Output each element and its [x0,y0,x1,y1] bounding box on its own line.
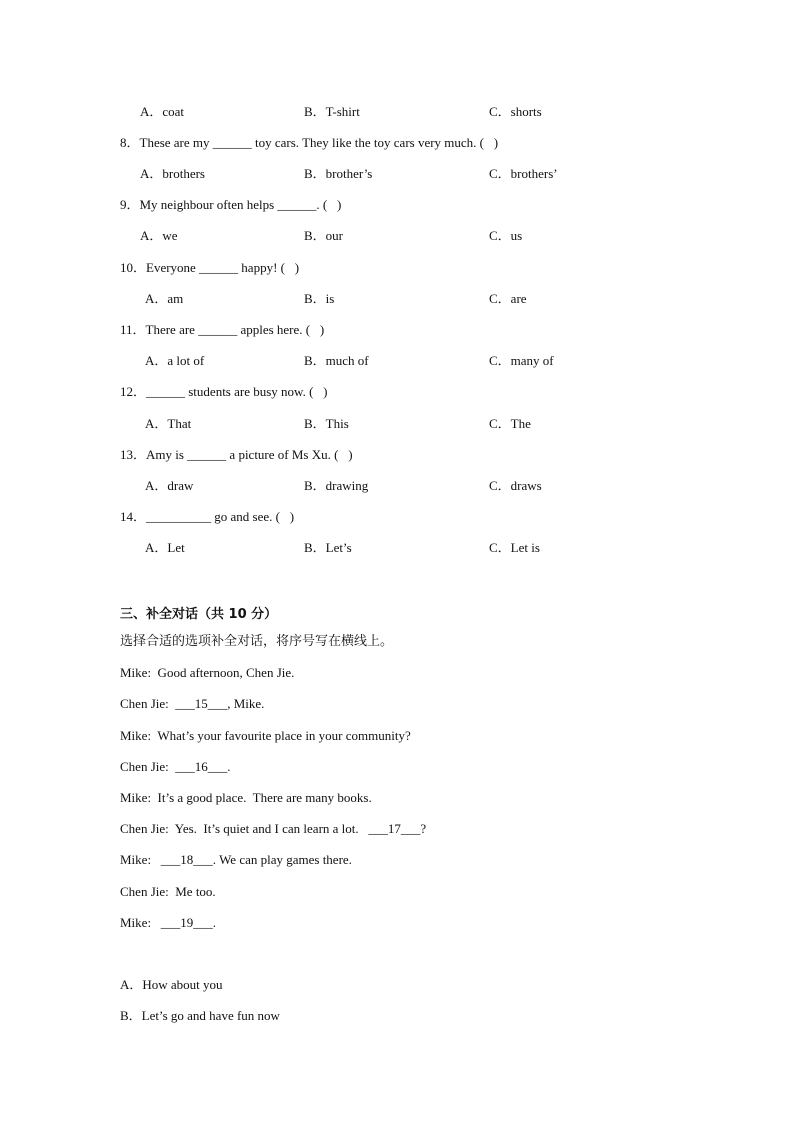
q10-option-b: B．is [304,291,335,306]
q14-option-c: C．Let is [489,540,540,555]
q12-option-a: A．That [145,416,192,431]
q8-option-a: A．brothers [140,166,205,181]
choice-item: B．Let’s go and have fun now [120,1008,280,1023]
q12-option-b: B．This [304,416,349,431]
section-instruction: 选择合适的选项补全对话，将序号写在横线上。 [120,634,394,649]
q9-option-b: B．our [304,228,344,243]
q8-option-c: C．brothers’ [489,166,558,181]
q8-option-b: B．brother’s [304,166,373,181]
q13-option-a: A．draw [145,478,194,493]
q9-option-c: C．us [489,228,523,243]
dialogue-line: Chen Jie: Me too. [120,884,216,899]
q8-stem: 8．These are my ______ toy cars. They like the toy cars very much. ( ) [120,135,499,150]
dialogue-line: Chen Jie: Yes. It’s quiet and I can learn a lot. ___17___? [120,821,427,836]
q10-option-a: A．am [145,291,184,306]
q11-option-a: A．a lot of [145,353,205,368]
q14-option-a: A．Let [145,540,185,555]
q14-stem: 14．__________ go and see. ( ) [120,509,295,524]
q10-stem: 10．Everyone ______ happy! ( ) [120,260,300,275]
dialogue-line: Chen Jie: ___16___. [120,759,231,774]
q11-option-c: C．many of [489,353,554,368]
q7-option-a: A．coat [140,104,185,119]
dialogue-line: Chen Jie: ___15___, Mike. [120,696,265,711]
q13-option-b: B．drawing [304,478,369,493]
q13-option-c: C．draws [489,478,542,493]
q10-option-c: C．are [489,291,527,306]
q9-option-a: A．we [140,228,178,243]
q13-stem: 13．Amy is ______ a picture of Ms Xu. ( ) [120,447,353,462]
q11-option-b: B．much of [304,353,369,368]
section-title: 三、补全对话（共 10 分） [120,607,278,622]
q7-option-b: B．T-shirt [304,104,360,119]
q11-stem: 11．There are ______ apples here. ( ) [120,322,325,337]
choice-item: A．How about you [120,977,223,992]
dialogue-line: Mike: ___18___. We can play games there. [120,852,352,867]
q12-stem: 12．______ students are busy now. ( ) [120,384,328,399]
dialogue-line: Mike: What’s your favourite place in your community? [120,728,411,743]
q14-option-b: B．Let’s [304,540,352,555]
q12-option-c: C．The [489,416,531,431]
dialogue-line: Mike: It’s a good place. There are many books. [120,790,372,805]
q9-stem: 9．My neighbour often helps ______. ( ) [120,197,342,212]
q7-option-c: C．shorts [489,104,542,119]
dialogue-line: Mike: ___19___. [120,915,217,930]
dialogue-line: Mike: Good afternoon, Chen Jie. [120,665,295,680]
